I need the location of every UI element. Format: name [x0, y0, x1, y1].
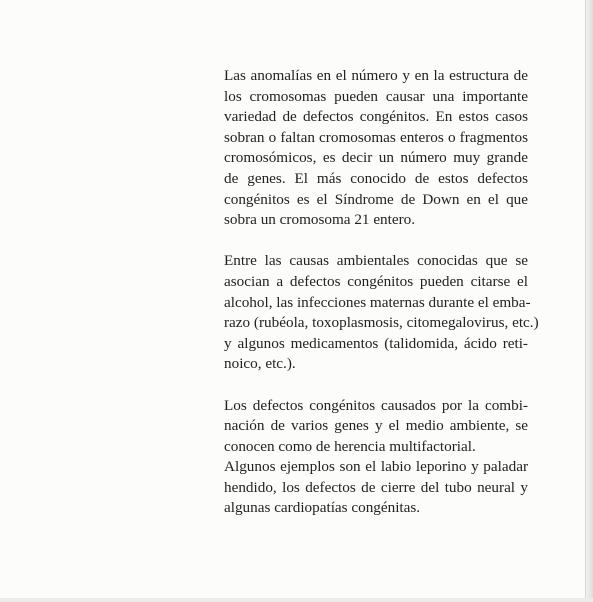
text-line: sobran o faltan cromosomas enteros o fragmentos	[224, 128, 528, 146]
text-line: los cromosomas pueden causar una importante	[224, 87, 528, 105]
text-line: Los defectos congénitos causados por la combi-	[224, 396, 528, 414]
text-line: sobra un cromosoma 21 entero.	[224, 211, 416, 229]
text-line: cromosómicos, es decir un número muy grande	[224, 149, 528, 167]
paragraph-chromosomal-anomalies	[224, 66, 528, 231]
paragraph-environmental-causes	[224, 251, 539, 375]
text-line: razo (rubéola, toxoplasmosis, citomegalovirus, etc.)	[224, 314, 539, 332]
text-line: nación de varios genes y el medio ambiente, se	[224, 417, 528, 435]
page-edge-bottom	[0, 598, 593, 602]
document-body	[224, 66, 539, 519]
text-line: y algunos medicamentos (talidomida, ácido reti-	[224, 334, 528, 352]
text-line: asocian a defectos congénitos pueden citarse el	[224, 272, 528, 290]
page-edge-line	[585, 0, 586, 602]
text-line: conocen como de herencia multifactorial.	[224, 437, 476, 455]
text-line: congénitos es el Síndrome de Down en el que	[224, 190, 528, 208]
paragraph-multifactorial-inheritance	[224, 396, 528, 520]
text-line: alcohol, las infecciones maternas durante el emba-	[224, 293, 531, 311]
text-line: Entre las causas ambientales conocidas que se	[224, 252, 528, 270]
text-line: variedad de defectos congénitos. En estos casos	[224, 108, 528, 126]
text-line: noico, etc.).	[224, 355, 296, 373]
text-line: Algunos ejemplos son el labio leporino y paladar	[224, 458, 528, 476]
page-edge-shadow	[585, 0, 593, 602]
text-line: hendido, los defectos de cierre del tubo neural y	[224, 478, 528, 496]
text-line: algunas cardiopatías congénitas.	[224, 499, 421, 517]
text-line: de genes. El más conocido de estos defectos	[224, 169, 528, 187]
text-line: Las anomalías en el número y en la estructura de	[224, 67, 528, 84]
